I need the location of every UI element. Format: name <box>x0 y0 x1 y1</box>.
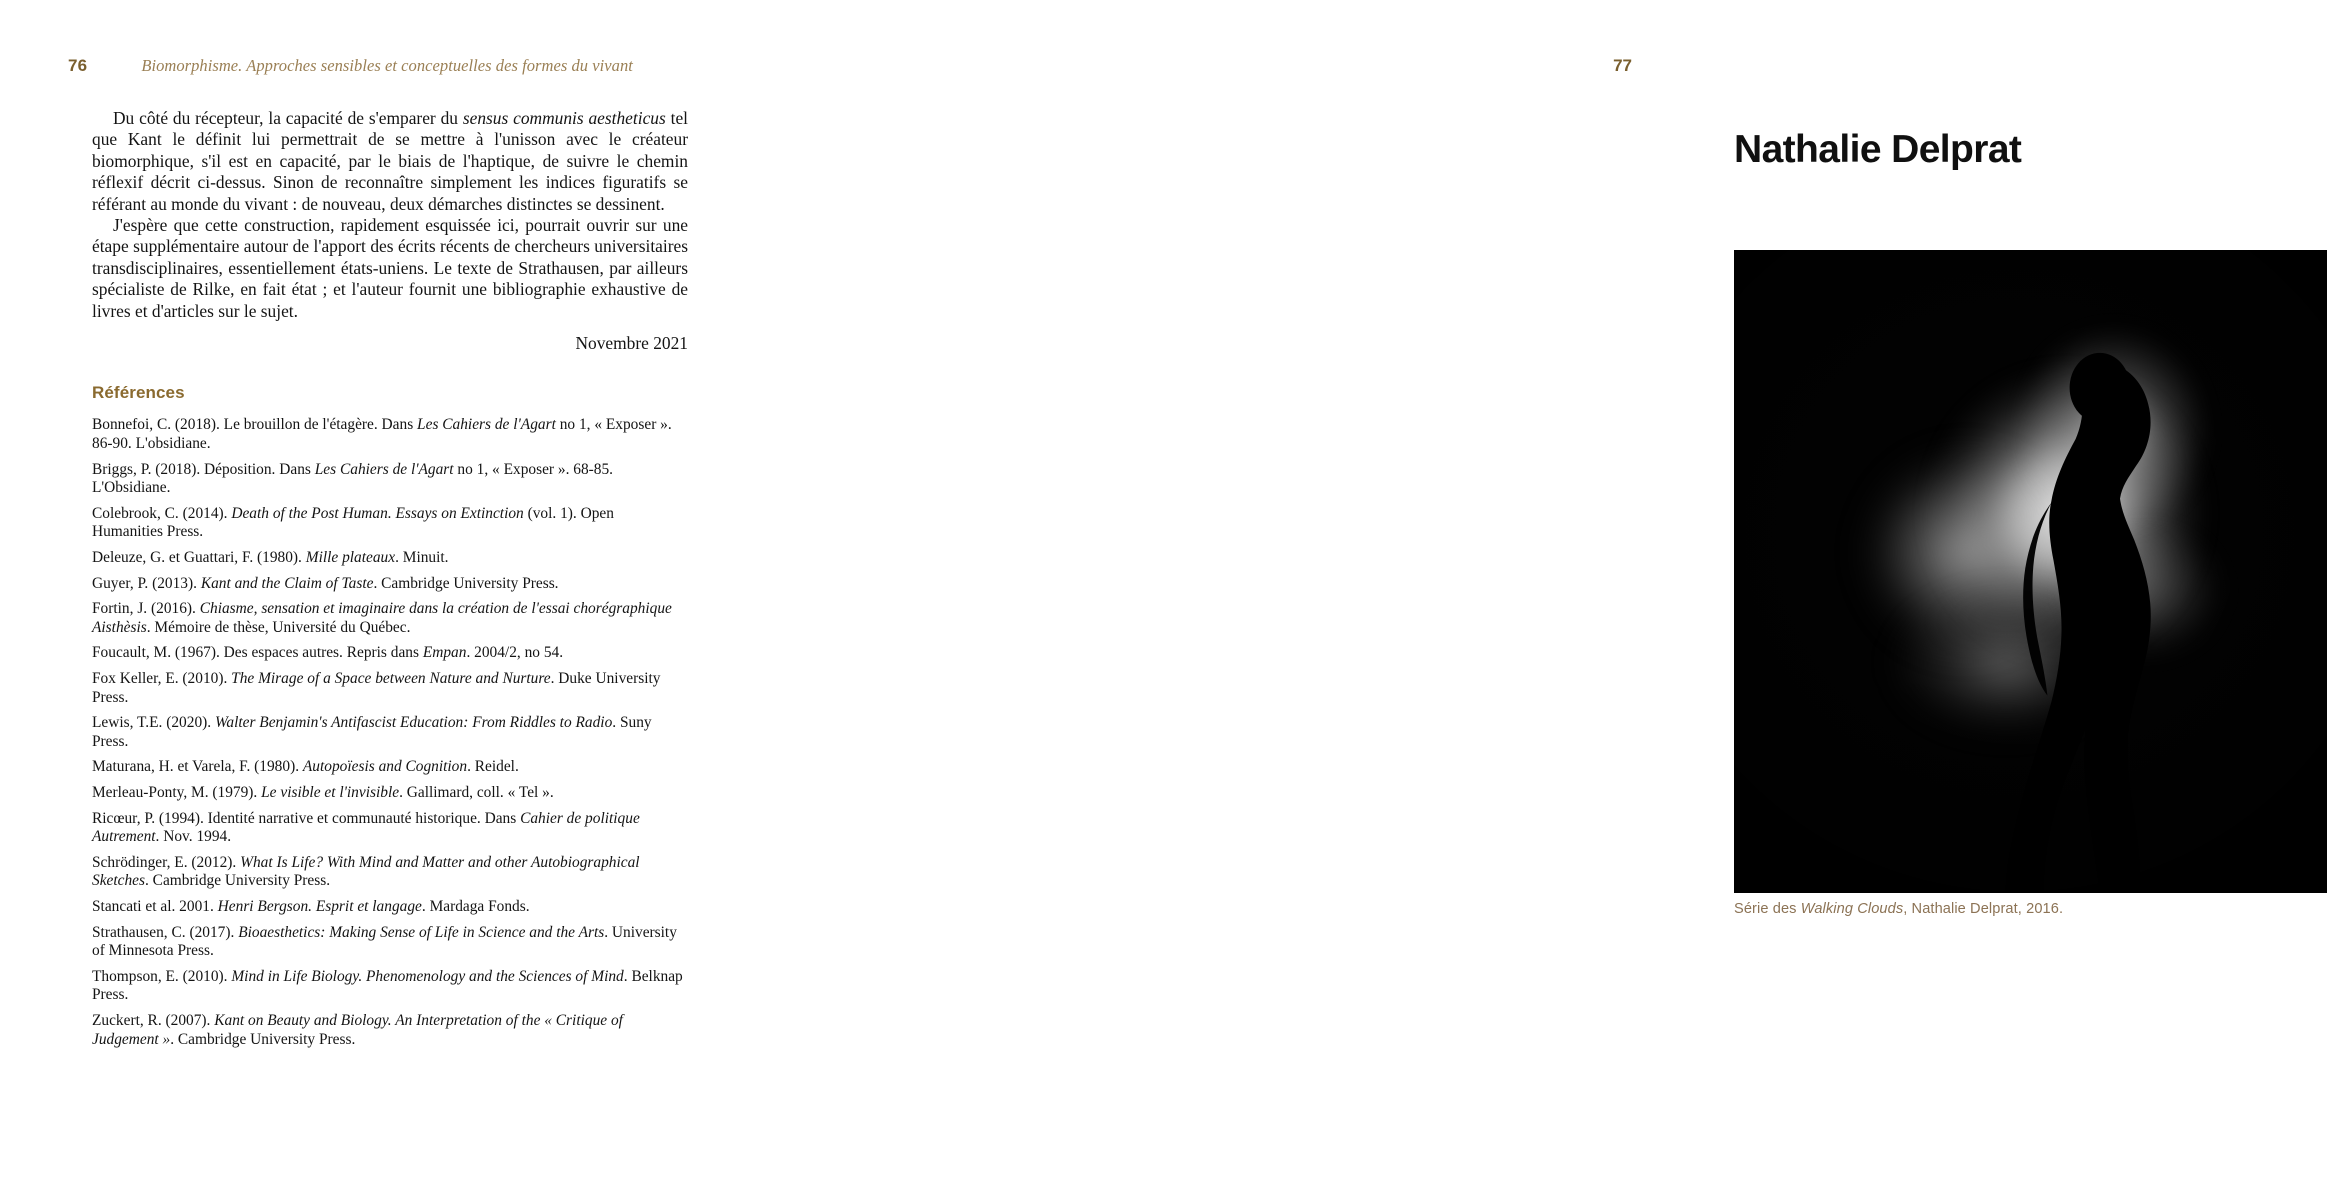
text-run: Merleau-Ponty, M. (1979). <box>92 783 262 801</box>
references-heading: Références <box>92 383 185 403</box>
text-run: . Cambridge University Press. <box>144 872 331 890</box>
italic-run: Empan <box>422 644 467 662</box>
left-page-text-column <box>92 108 688 1056</box>
figure-caption-text <box>1734 901 2063 917</box>
italic-run: Cahier de politique Autrement <box>92 809 640 846</box>
reference-entry <box>92 924 688 961</box>
text-run: no 1, « Exposer ». 86-90. L'obsidiane. <box>92 416 672 453</box>
text-run: . Mémoire de thèse, Université du Québec. <box>146 618 411 636</box>
text-run: Lewis, T.E. (2020). <box>92 714 215 732</box>
text-run: . Cambridge University Press. <box>373 574 559 592</box>
italic-run: Chiasme, sensation et imaginaire dans la création de l'essai chorégraphique Aisthèsis <box>92 600 672 636</box>
text-run: . University of Minnesota Press. <box>92 923 677 960</box>
folio-right: 77 <box>1613 56 1632 75</box>
text-run: . Minuit. <box>395 549 449 567</box>
text-run: Zuckert, R. (2007). <box>92 1011 215 1029</box>
text-run: . Suny Press. <box>92 714 652 750</box>
text-run: Schrödinger, E. (2012). <box>92 853 241 871</box>
body-paragraph <box>92 108 688 215</box>
text-run: Strathausen, C. (2017). <box>92 923 239 941</box>
running-head-title: Biomorphisme. Approches sensibles et conceptuelles des formes du vivant <box>141 56 633 75</box>
text-run: Thompson, E. (2010). <box>92 967 232 985</box>
italic-run: sensus communis aestheticus <box>462 108 666 128</box>
text-run: Série des <box>1734 901 1801 917</box>
text-run: Briggs, P. (2018). Déposition. Dans <box>92 460 315 478</box>
page-title: Nathalie Delprat <box>1734 128 2022 172</box>
text-run: Fortin, J. (2016). <box>92 600 200 618</box>
text-run: Foucault, M. (1967). Des espaces autres. Repris dans <box>92 644 423 662</box>
italic-run: Henri Bergson. Esprit et langage <box>217 897 422 915</box>
figure-caption <box>1734 900 2334 919</box>
reference-entry <box>92 416 688 453</box>
italic-run: Les Cahiers de l'Agart <box>314 460 454 478</box>
italic-run: Walter Benjamin's Antifascist Education: From Riddles to Radio <box>214 714 613 732</box>
photograph <box>1734 250 2327 893</box>
reference-entry <box>92 505 688 542</box>
reference-entry <box>92 758 688 777</box>
photo-vignette <box>1734 250 2327 893</box>
text-run: Maturana, H. et Varela, F. (1980). <box>92 758 303 776</box>
folio-left: 76 <box>68 56 88 75</box>
italic-run: What Is Life? With Mind and Matter and other Autobiographical Sketches <box>92 853 640 890</box>
reference-entry <box>92 854 688 891</box>
reference-entry <box>92 898 688 917</box>
text-run: Ricœur, P. (1994). Identité narrative et communauté historique. Dans <box>92 809 521 827</box>
reference-entry <box>92 784 688 803</box>
reference-entry <box>92 810 688 847</box>
text-run: J'espère que cette construction, rapidement esquissée ici, pourrait ouvrir sur une étape supplémentaire autour de l'apport des écrits récents de chercheurs universitaires transdisciplinaires, essentiellement états-uniens. Le texte de Strathausen, par ailleurs spécialiste de Rilke, en fait état ; et l'auteur fournit une bibliographie exhaustive de livres et d'articles sur le sujet. <box>92 215 688 321</box>
references-list <box>92 416 688 1049</box>
body-paragraph <box>92 215 688 322</box>
text-run: . Belknap Press. <box>92 967 683 1004</box>
text-run: (vol. 1). Open Humanities Press. <box>92 504 614 541</box>
reference-entry <box>92 600 688 637</box>
text-run: Du côté du récepteur, la capacité de s'emparer du <box>113 108 463 128</box>
italic-run: Kant and the Claim of Taste <box>200 574 374 592</box>
text-run: . Mardaga Fonds. <box>421 897 530 915</box>
italic-run: Mille plateaux <box>305 549 396 567</box>
italic-run: Les Cahiers de l'Agart <box>417 416 556 434</box>
reference-entry <box>92 461 688 498</box>
text-run: Bonnefoi, C. (2018). Le brouillon de l'étagère. Dans <box>92 416 418 434</box>
text-run: Deleuze, G. et Guattari, F. (1980). <box>92 549 306 567</box>
italic-run: Kant on Beauty and Biology. An Interpretation of the « Critique of Judgement » <box>92 1011 623 1048</box>
date-signoff: Novembre 2021 <box>575 333 688 354</box>
figure-walking-clouds <box>1734 250 2327 893</box>
reference-entry <box>92 670 688 707</box>
text-run: Stancati et al. 2001. <box>92 897 218 915</box>
reference-entry <box>92 644 688 663</box>
italic-run: Bioaesthetics: Making Sense of Life in Science and the Arts <box>238 923 605 941</box>
reference-entry <box>92 968 688 1005</box>
italic-run: Walking Clouds <box>1800 901 1904 917</box>
italic-run: Mind in Life Biology. Phenomenology and the Sciences of Mind <box>231 967 624 985</box>
text-run: no 1, « Exposer ». 68-85. L'Obsidiane. <box>92 460 614 497</box>
text-run: Guyer, P. (2013). <box>92 574 201 592</box>
reference-entry <box>92 1012 688 1049</box>
text-run: tel que Kant le définit lui permettrait de se mettre à l'unisson avec le créateur biomorphique, s'il est en capacité, par le biais de l'haptique, de suivre le chemin réflexif décrit ci-dessus. Sinon de reconnaître simplement les indices figuratifs se référant au monde du vivant : de nouveau, deux démarches distinctes se dessinent. <box>92 108 688 214</box>
text-run: . Cambridge University Press. <box>170 1030 356 1048</box>
page-left <box>0 0 850 1200</box>
italic-run: The Mirage of a Space between Nature and Nurture <box>231 670 551 687</box>
italic-run: Death of the Post Human. Essays on Extinction <box>231 504 524 522</box>
reference-entry <box>92 549 688 568</box>
page-right <box>850 0 2064 1200</box>
text-run: . 2004/2, no 54. <box>466 644 564 662</box>
text-run: , Nathalie Delprat, 2016. <box>1903 901 2064 917</box>
text-run: . Nov. 1994. <box>155 828 232 846</box>
italic-run: Autopoïesis and Cognition <box>302 758 468 776</box>
text-run: . Duke University Press. <box>92 670 661 706</box>
reference-entry <box>92 714 688 751</box>
running-head-left <box>68 56 633 80</box>
text-run: Colebrook, C. (2014). <box>92 504 232 522</box>
italic-run: Le visible et l'invisible <box>261 783 400 801</box>
text-run: . Gallimard, coll. « Tel ». <box>399 783 554 801</box>
text-run: Fox Keller, E. (2010). <box>92 670 232 687</box>
body-paragraphs <box>92 108 688 322</box>
reference-entry <box>92 575 688 594</box>
text-run: . Reidel. <box>467 758 519 776</box>
